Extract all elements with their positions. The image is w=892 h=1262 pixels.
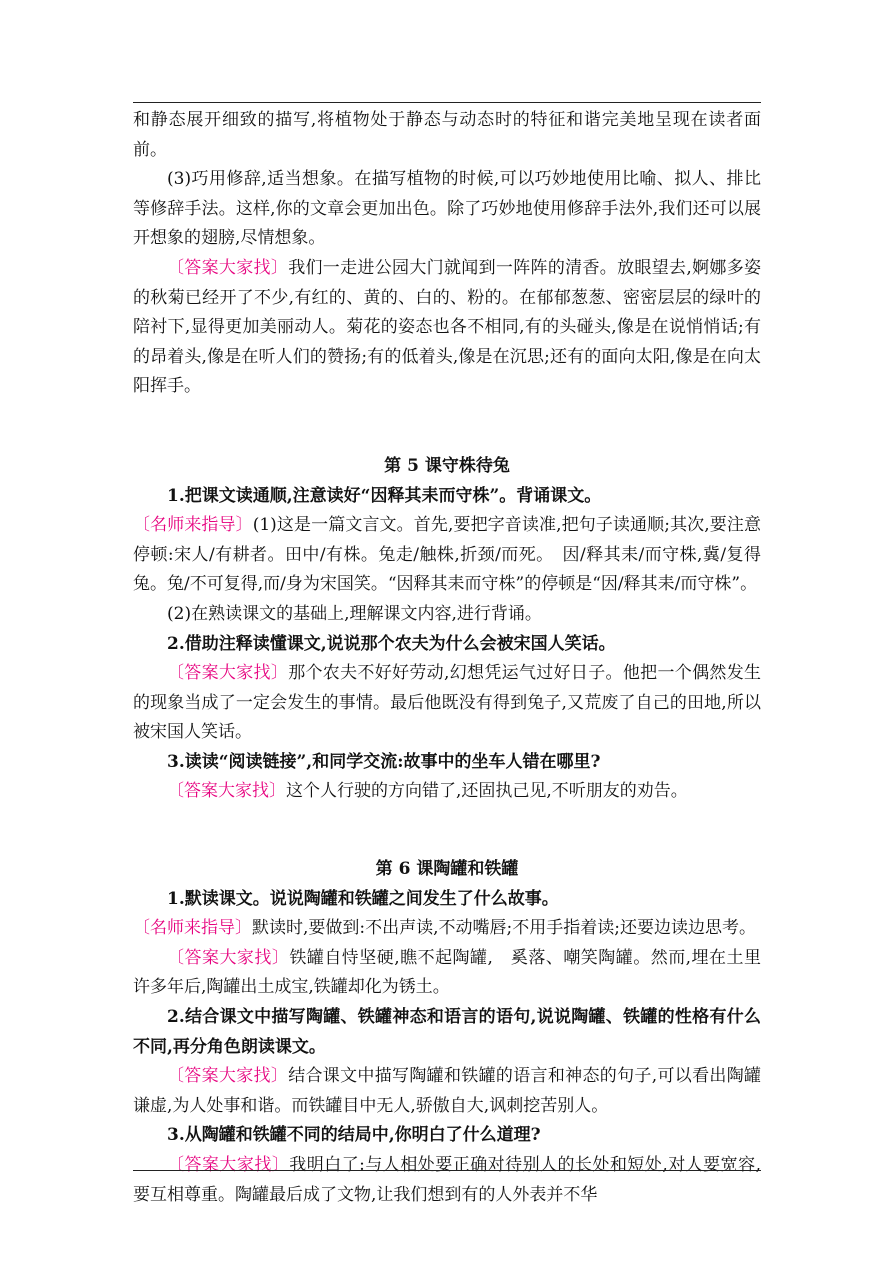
answer-paragraph [133, 777, 761, 807]
section-spacer [133, 807, 761, 855]
text: 3.读读“阅读链接”,和同学交流:故事中的坐车人错在哪里? [167, 751, 601, 772]
question [133, 482, 761, 512]
paragraph [133, 106, 761, 165]
text: (1)这是一篇文言文。首先,要把字音读准,把句子读通顺;其次,要注意停顿:宋人/有耕者。田中/有株。兔走/触株,折颈/而死。 因/释其耒/而守株,冀/复得兔。兔/不可复得,而/身为宋国笑。“因释其耒而守株”的停顿是“因/释其耒/而守株”。 [133, 515, 761, 595]
lesson-heading [133, 855, 761, 885]
text: 和静态展开细致的描写,将植物处于静态与动态时的特征和谐完美地呈现在读者面前。 [133, 110, 761, 160]
text: 1.默读课文。说说陶罐和铁罐之间发生了什么故事。 [167, 888, 559, 909]
lesson-heading [133, 452, 761, 482]
footer-rule [133, 1170, 761, 1171]
header-rule [133, 102, 761, 103]
label-tag: 〔答案大家找〕 [167, 1155, 290, 1175]
label-tag: 〔名师来指导〕 [133, 918, 252, 939]
text: 第 6 课陶罐和铁罐 [375, 859, 519, 880]
question [133, 885, 761, 915]
question [133, 1121, 761, 1151]
answer-paragraph [133, 1062, 761, 1121]
label-tag: 〔答案大家找〕 [167, 663, 289, 684]
document-body [133, 106, 761, 1210]
label-tag: 〔答案大家找〕 [167, 1066, 289, 1087]
text: 我们一走进公园大门就闻到一阵阵的清香。放眼望去,婀娜多姿的秋菊已经开了不少,有红的、黄的、白的、粉的。在郁郁葱葱、密密层层的绿叶的陪衬下,显得更加美丽动人。菊花的姿态也各不相同,有的头碰头,像是在说悄悄话;有的昂着头,像是在听人们的赞扬;有的低着头,像是在沉思;还有的面向太阳,像是在向太阳挥手。 [133, 257, 762, 397]
text: 1.把课文读通顺,注意读好“因释其耒而守株”。背诵课文。 [167, 485, 602, 506]
text: 这个人行驶的方向错了,还固执己见,不听朋友的劝告。 [286, 781, 688, 802]
question [133, 748, 761, 778]
text: 我明白了:与人相处要正确对待别人的长处和短处,对人要宽容,要互相尊重。陶罐最后成了文物,让我们想到有的人外表并不华 [133, 1155, 761, 1205]
paragraph [133, 165, 761, 254]
text: 结合课文中描写陶罐和铁罐的语言和神态的句子,可以看出陶罐谦虚,为人处事和谐。而铁罐目中无人,骄傲自大,讽刺挖苦别人。 [133, 1066, 762, 1116]
answer-paragraph [133, 254, 761, 402]
text: 默读时,要做到:不出声读,不动嘴唇;不用手指着读;还要边读边思考。 [252, 918, 756, 939]
label-tag: 〔答案大家找〕 [167, 781, 286, 802]
text: 2.借助注释读懂课文,说说那个农夫为什么会被宋国人笑话。 [167, 633, 616, 654]
text: (3)巧用修辞,适当想象。在描写植物的时候,可以巧妙地使用比喻、拟人、排比等修辞手法。这样,你的文章会更加出色。除了巧妙地使用修辞手法外,我们还可以展开想象的翅膀,尽情想象。 [133, 169, 761, 249]
text: 第 5 课守株待兔 [384, 455, 510, 476]
question [133, 630, 761, 660]
answer-paragraph [133, 511, 761, 600]
section-spacer [133, 402, 761, 452]
label-tag: 〔答案大家找〕 [167, 257, 289, 278]
answer-paragraph [133, 944, 761, 1003]
answer-paragraph [133, 1151, 761, 1210]
label-tag: 〔名师来指导〕 [133, 515, 253, 536]
text: 铁罐自恃坚硬,瞧不起陶罐, 奚落、嘲笑陶罐。然而,埋在土里许多年后,陶罐出土成宝,铁罐却化为锈土。 [133, 947, 761, 998]
text: (2)在熟读课文的基础上,理解课文内容,进行背诵。 [167, 603, 542, 624]
text: 那个农夫不好好劳动,幻想凭运气过好日子。他把一个偶然发生的现象当成了一定会发生的事情。最后他既没有得到兔子,又荒废了自己的田地,所以被宋国人笑话。 [133, 663, 762, 743]
answer-paragraph [133, 914, 761, 944]
answer-paragraph [133, 659, 761, 748]
question [133, 1003, 761, 1062]
paragraph [133, 600, 761, 630]
text: 3.从陶罐和铁罐不同的结局中,你明白了什么道理? [167, 1125, 541, 1146]
text: 2.结合课文中描写陶罐、铁罐神态和语言的语句,说说陶罐、铁罐的性格有什么不同,再分角色朗读课文。 [133, 1007, 761, 1057]
label-tag: 〔答案大家找〕 [167, 947, 290, 968]
